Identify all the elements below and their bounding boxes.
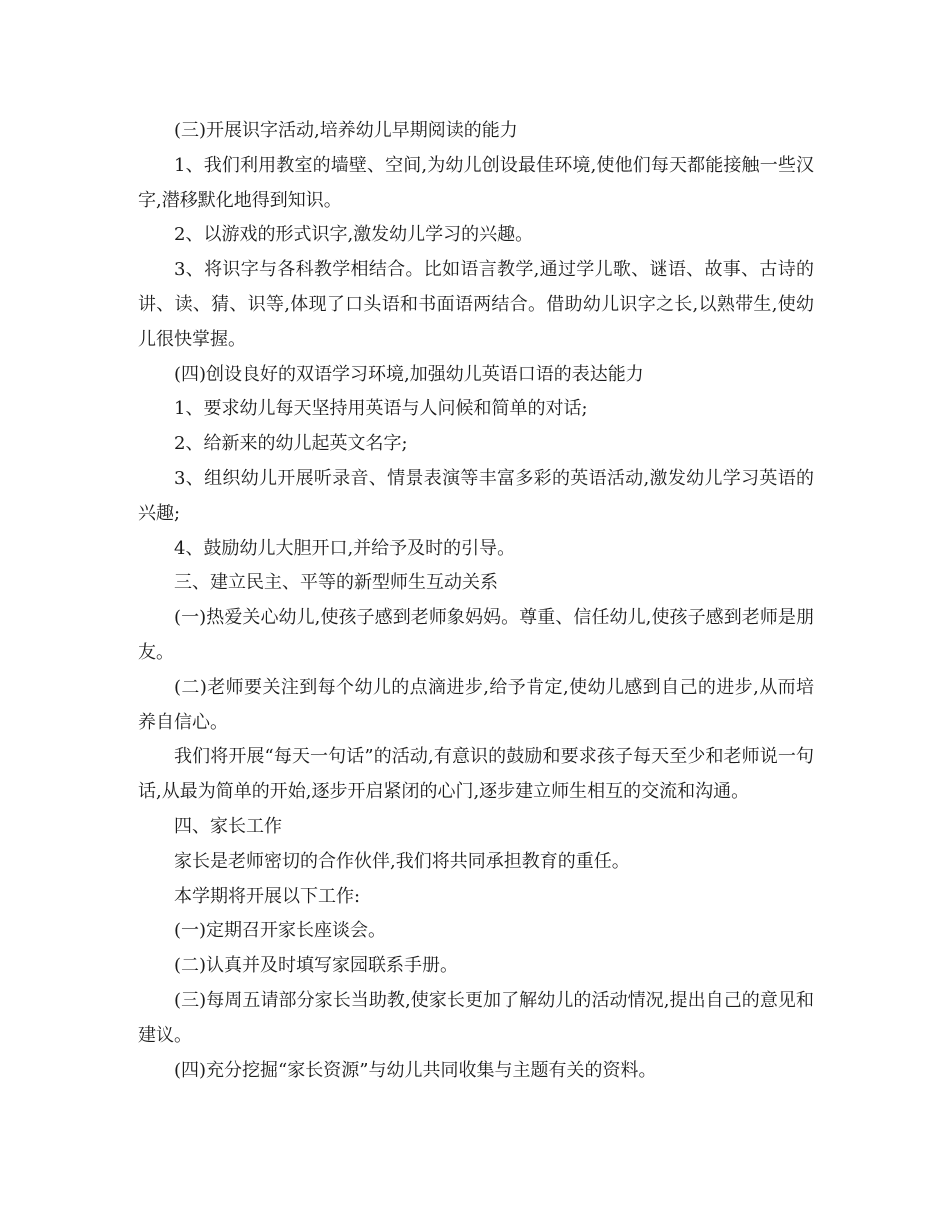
paragraph: 我们将开展“每天一句话”的活动,有意识的鼓励和要求孩子每天至少和老师说一句话,从最为简单的开始,逐步开启紧闭的心门,逐步建立师生相互的交流和沟通。 <box>138 746 814 803</box>
section-heading-bilingual: (四)创设良好的双语学习环境,加强幼儿英语口语的表达能力 <box>174 363 644 385</box>
paragraph: 家长是老师密切的合作伙伴,我们将共同承担教育的重任。 <box>174 850 630 872</box>
section-heading-parents: 四、家长工作 <box>174 815 282 837</box>
paragraph: (二)老师要关注到每个幼儿的点滴进步,给予肯定,使幼儿感到自己的进步,从而培养自信心。 <box>138 676 814 733</box>
list-item: (二)认真并及时填写家园联系手册。 <box>174 955 459 977</box>
document-body <box>138 114 814 1088</box>
paragraph: 3、将识字与各科教学相结合。比如语言教学,通过学儿歌、谜语、故事、古诗的讲、读、猜、识等,体现了口头语和书面语两结合。借助幼儿识字之长,以熟带生,使幼儿很快掌握。 <box>138 259 814 350</box>
paragraph: 本学期将开展以下工作: <box>174 885 361 907</box>
paragraph: 4、鼓励幼儿大胆开口,并给予及时的引导。 <box>174 537 516 559</box>
paragraph: 1、要求幼儿每天坚持用英语与人问候和简单的对话; <box>174 398 588 420</box>
paragraph: 2、以游戏的形式识字,激发幼儿学习的兴趣。 <box>174 224 534 246</box>
section-heading-teacher-child: 三、建立民主、平等的新型师生互动关系 <box>174 572 498 594</box>
list-item: (一)定期召开家长座谈会。 <box>174 920 387 942</box>
paragraph: 2、给新来的幼儿起英文名字; <box>174 433 408 455</box>
list-item: (四)充分挖掘“家长资源”与幼儿共同收集与主题有关的资料。 <box>174 1059 657 1081</box>
section-heading-literacy: (三)开展识字活动,培养幼儿早期阅读的能力 <box>174 120 518 141</box>
paragraph: 3、组织幼儿开展听录音、情景表演等丰富多彩的英语活动,激发幼儿学习英语的兴趣; <box>138 467 814 524</box>
paragraph: 1、我们利用教室的墙壁、空间,为幼儿创设最佳环境,使他们每天都能接触一些汉字,潜移默化地得到知识。 <box>138 154 814 211</box>
list-item: (三)每周五请部分家长当助教,使家长更加了解幼儿的活动情况,提出自己的意见和建议。 <box>138 989 814 1046</box>
paragraph: (一)热爱关心幼儿,使孩子感到老师象妈妈。尊重、信任幼儿,使孩子感到老师是朋友。 <box>138 607 814 663</box>
